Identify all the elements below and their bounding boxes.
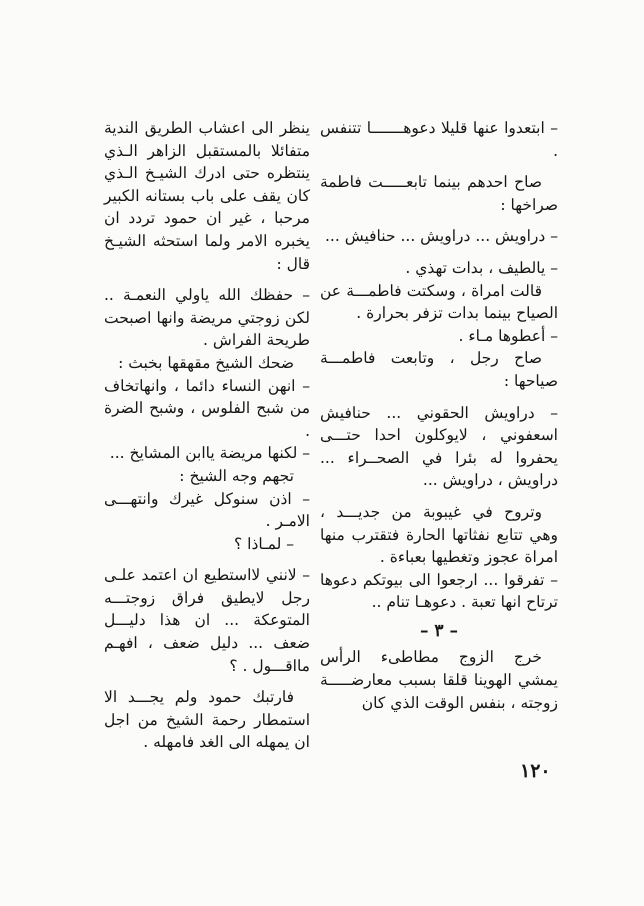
paragraph: – يالطيف ، بدات تهذي . xyxy=(405,258,558,277)
paragraph: – حفظك الله ياولي النعمـة .. لكن زوجتي مريضة وانها اصبحت طريحة الفراش . xyxy=(104,286,310,350)
paragraph: صاح احدهم بينما تابعـــــت فاطمة صراخها : xyxy=(320,173,558,214)
paragraph: تجهم وجه الشيخ : xyxy=(179,466,294,485)
paragraph: ضحك الشيخ مقهقها بخبث : xyxy=(118,353,294,372)
section-marker: – ٣ – xyxy=(420,620,458,641)
right-column xyxy=(320,117,558,714)
paragraph: – اذن سنوكل غيرك وانتهـــى الامـر . xyxy=(104,489,310,531)
page-number: ١٢٠ xyxy=(520,760,551,782)
paragraph: ينظر الى اعشاب الطريق الندية متفائلا بالمستقبل الزاهر الـذي ينتظره حتى ادرك الشيـخ الـذي كان يقف على باب بستانه الكبير مرحبا ، غير ان حمود تردد ان يخبره الامر ولما استحثه الشيـخ قال : xyxy=(104,119,310,273)
left-column xyxy=(104,117,310,754)
paragraph: – لمـاذا ؟ xyxy=(234,534,294,553)
paragraph: – انهن النساء دائما ، وانهاتخاف من شبح الفلوس ، وشبح الضرة . xyxy=(104,376,310,440)
paragraph: وتروح في غيبوبة من جديـــد ، وهي تتابع نفثاتها الحارة فتقترب منها امراة عجوز وتغطيها بعباءة . xyxy=(320,502,558,567)
paragraph: خرج الزوج مطاطىء الرأس يمشي الهوينا قلقا بسبب معارضـــــة زوجته ، بنفس الوقت الذي كان xyxy=(320,648,558,712)
paragraph: – لكنها مريضة ياابن المشايخ ... xyxy=(109,444,310,463)
paragraph: – دراويش ... دراويش ... حنافيش ... xyxy=(325,227,558,246)
paragraph: قالت امراة ، وسكتت فاطمـــة عن الصياح بينما بدات تزفر بحرارة . xyxy=(320,281,558,323)
paragraph: – لانني لااستطيع ان اعتمد علـى رجل لايطيق فراق زوجتـــه المتوعكة ... ان هذا دليـــل ضعف ... دليل ضعف ، افهـم مااقـــول . ؟ xyxy=(104,566,310,675)
paragraph: – أعطوها مـاء . xyxy=(458,326,558,345)
paragraph: – تفرقوا ... ارجعوا الى بيوتكم دعوها ترتاح انها تعبة . دعوهـا تنام .. xyxy=(320,570,558,612)
paragraph: – ابتعدوا عنها قليلا دعوهـــــــا تتنفس . xyxy=(320,119,558,160)
paragraph: – دراويش الحقوني ... حنافيش اسعفوني ، لايوكلون احدا حتـــى يحفروا له بئرا في الصحــراء ... دراويش ، دراويش ... xyxy=(320,403,558,490)
paragraph: صاح رجل ، وتابعت فاطمـــة صياحها : xyxy=(320,349,558,390)
paragraph: فارتبك حمود ولم يجـــد الا استمطار رحمة الشيخ من اجل ان يمهله الى الغد فامهله . xyxy=(104,688,310,752)
